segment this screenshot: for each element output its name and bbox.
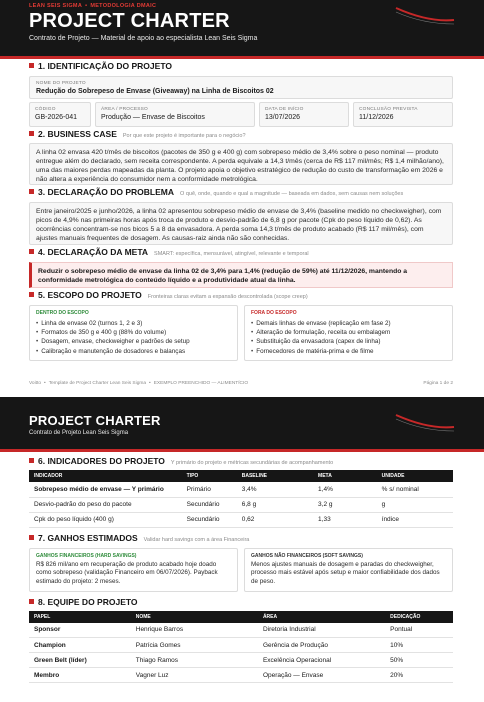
- table-cell: 10%: [385, 638, 453, 653]
- table-cell: 0,62: [237, 512, 313, 527]
- table-row: [29, 638, 453, 653]
- footer-example: EXEMPLO PREENCHIDO — ALIMENTÍCIO: [153, 381, 249, 386]
- field-label: DATA DE INÍCIO: [265, 107, 304, 112]
- page-title: PROJECT CHARTER: [29, 10, 230, 32]
- column-header: UNIDADE: [377, 470, 453, 482]
- section-title: 8. EQUIPE DO PROJETO: [38, 596, 138, 607]
- section-bullet-icon: [29, 535, 34, 540]
- footer-template: Template de Project Charter Lean Seis Sigma: [48, 381, 147, 386]
- section-title: 3. DECLARAÇÃO DO PROBLEMA: [38, 187, 175, 197]
- business-case-card: [29, 143, 453, 185]
- section-bullet-icon: [29, 63, 34, 68]
- page1-header: [0, 0, 484, 56]
- in-scope-card: [29, 305, 238, 361]
- team-table: [29, 611, 453, 684]
- table-cell: Secundário: [182, 497, 237, 512]
- soft-savings-title: GANHOS NÃO FINANCEIROS (SOFT SAVINGS): [251, 552, 363, 559]
- table-cell: Henrique Barros: [131, 623, 258, 638]
- section-heading: [0, 187, 484, 197]
- table-cell: Membro: [29, 668, 131, 683]
- section-heading: [0, 597, 484, 607]
- out-of-scope-card: [244, 305, 453, 361]
- list-item: • Substituição da envasadora (capex de linha): [251, 337, 446, 346]
- table-row: [29, 482, 453, 497]
- table-row: [29, 653, 453, 668]
- header-accent-line: [0, 449, 484, 452]
- gains-row: [29, 548, 453, 592]
- field-label: NOME DO PROJETO: [36, 81, 86, 86]
- table-cell: Operação — Envase: [258, 668, 385, 683]
- table-cell: 3,2 g: [313, 497, 377, 512]
- list-item: • Alteração de formulação, receita ou embalagem: [251, 328, 446, 337]
- goal-statement-card: [29, 262, 453, 288]
- section-heading: [0, 456, 484, 466]
- kicker-dot: •: [85, 3, 88, 9]
- table-cell: g: [377, 497, 453, 512]
- table-cell: Pontual: [385, 623, 453, 638]
- project-name-value: Redução do Sobrepeso de Envase (Giveaway) na Linha de Biscoitos 02: [36, 88, 274, 95]
- table-cell: 50%: [385, 653, 453, 668]
- decorative-swoosh-icon: [394, 411, 456, 433]
- column-header: NOME: [131, 611, 258, 623]
- list-item: • Dosagem, envase, checkweigher e padrões de setup: [36, 337, 231, 346]
- table-cell: 20%: [385, 668, 453, 683]
- section-hint: SMART: específica, mensurável, atingível, relevante e temporal: [154, 251, 309, 257]
- table-cell: Cpk do peso líquido (400 g): [29, 512, 182, 527]
- field-value: Produção — Envase de Biscoitos: [101, 114, 205, 121]
- page-number: Página 1 de 2: [423, 381, 453, 386]
- page-title: PROJECT CHARTER: [29, 413, 161, 428]
- end-date-card: [353, 102, 453, 127]
- table-cell: Excelência Operacional: [258, 653, 385, 668]
- area-card: [95, 102, 255, 127]
- goal-statement-text: Reduzir o sobrepeso médio de envase da linha 02 de 3,4% para 1,4% (redução de 59%) até 11/12/2026, mantendo a conformidade metrológica do conteúdo líquido e a produtividade atual da linha.: [38, 268, 408, 285]
- page-subtitle: Contrato de Projeto Lean Seis Sigma: [29, 430, 129, 436]
- table-cell: Vagner Luz: [131, 668, 258, 683]
- table-cell: Thiago Ramos: [131, 653, 258, 668]
- business-case-text: A linha 02 envasa 420 t/mês de biscoitos (pacotes de 350 g e 400 g) com sobrepeso médio de 3,4% sobre o peso nominal — produto entregue além do declarado, sem receita correspondente. A perda equivale a 14,3 t/mês (cerca de R$ 117 mil/mês; R$ 1,4 milhão/ano), uma das maiores perdas mapeadas da planta. O projeto apoia o objetivo estratégico de redução do custo de transformação em 2026 e não altera a experiência do consumidor nem a conformidade metrológica.: [36, 149, 444, 184]
- table-cell: Primário: [182, 482, 237, 497]
- in-scope-title: DENTRO DO ESCOPO: [36, 310, 89, 316]
- section-title: 6. INDICADORES DO PROJETO: [38, 456, 165, 466]
- table-cell: Secundário: [182, 512, 237, 527]
- table-cell: 1,4%: [313, 482, 377, 497]
- table-cell: 6,8 g: [237, 497, 313, 512]
- project-name-card: [29, 76, 453, 99]
- section-bullet-icon: [29, 292, 34, 297]
- problem-statement-card: [29, 202, 453, 245]
- project-info-row: [29, 102, 453, 127]
- section-title: 2. BUSINESS CASE: [38, 129, 117, 139]
- section-title: 7. GANHOS ESTIMADOS: [38, 532, 138, 543]
- code-card: [29, 102, 91, 127]
- column-header: BASELINE: [237, 470, 313, 482]
- section-heading: [0, 129, 484, 139]
- column-header: META: [313, 470, 377, 482]
- table-row: [29, 497, 453, 512]
- table-cell: 1,33: [313, 512, 377, 527]
- table-cell: Desvio-padrão do peso do pacote: [29, 497, 182, 512]
- table-row: [29, 668, 453, 683]
- column-header: ÁREA: [258, 611, 385, 623]
- section-hint: Por que este projeto é importante para o negócio?: [122, 133, 246, 139]
- field-value: GB-2026-041: [35, 114, 78, 121]
- footer-brand: Voitto: [29, 381, 42, 386]
- page-footer: Voitto • Template de Project Charter Lean Seis Sigma • EXEMPLO PREENCHIDO — ALIMENTÍCIO Página 1 de 2: [29, 381, 453, 386]
- start-date-card: [259, 102, 349, 127]
- section-bullet-icon: [29, 189, 34, 194]
- table-row: [29, 512, 453, 527]
- list-item: • Formatos de 350 g e 400 g (88% do volume): [36, 328, 231, 337]
- section-hint: Validar hard savings com a área Financeira: [143, 536, 250, 543]
- table-cell: Diretoria Industrial: [258, 623, 385, 638]
- page-gap: [0, 386, 484, 397]
- list-item: • Linha de envase 02 (turnos 1, 2 e 3): [36, 319, 231, 328]
- soft-savings-card: [244, 548, 453, 592]
- hard-savings-title: GANHOS FINANCEIROS (HARD SAVINGS): [36, 552, 137, 559]
- field-label: CÓDIGO: [35, 107, 56, 112]
- list-item: • Fornecedores de matéria-prima e de filme: [251, 347, 446, 356]
- table-cell: Gerência de Produção: [258, 638, 385, 653]
- section-title: 5. ESCOPO DO PROJETO: [38, 290, 142, 300]
- table-cell: Champion: [29, 638, 131, 653]
- table-cell: Sobrepeso médio de envase — Y primário: [29, 482, 182, 497]
- section-bullet-icon: [29, 599, 34, 604]
- field-label: ÁREA / PROCESSO: [101, 107, 148, 112]
- table-cell: Green Belt (líder): [29, 653, 131, 668]
- scope-row: [29, 305, 453, 361]
- problem-statement-text: Entre janeiro/2025 e junho/2026, a linha 02 apresentou sobrepeso médio de envase de 3,4% (baseline medido no checkweigher), com picos de 4,9% nas primeiras horas após troca de produto e desvio-padrão de 6,8 g por pacote (Cpk do peso líquido de 0,62). As ocorrências concentram-se nos bicos 5 a 8 da envasadora. A perda soma 14,3 t/mês de produto acabado (R$ 117 mil/mês), com ajustes manuais frequentes de dosagem. As causas-raiz ainda não são conhecidas.: [36, 208, 442, 243]
- table-header-row: [29, 611, 453, 623]
- kicker-item: METODOLOGIA DMAIC: [90, 3, 157, 9]
- section-title: 1. IDENTIFICAÇÃO DO PROJETO: [38, 61, 172, 71]
- section-heading: [0, 533, 484, 543]
- column-header: PAPEL: [29, 611, 131, 623]
- column-header: INDICADOR: [29, 470, 182, 482]
- hard-savings-card: [29, 548, 238, 592]
- section-hint: Fronteiras claras evitam a expansão descontrolada (scope creep): [147, 294, 308, 300]
- list-item: • Demais linhas de envase (replicação em fase 2): [251, 319, 446, 328]
- section-heading: [0, 61, 484, 71]
- section-title: 4. DECLARAÇÃO DA META: [38, 247, 149, 257]
- kicker-item: LEAN SEIS SIGMA: [29, 3, 83, 9]
- table-cell: Patrícia Gomes: [131, 638, 258, 653]
- field-label: CONCLUSÃO PREVISTA: [359, 107, 418, 112]
- page-subtitle: Contrato de Projeto — Material de apoio ao especialista Lean Seis Sigma: [29, 35, 258, 42]
- indicators-table: [29, 470, 453, 528]
- section-heading: [0, 247, 484, 257]
- table-row: [29, 623, 453, 638]
- table-cell: Sponsor: [29, 623, 131, 638]
- column-header: TIPO: [182, 470, 237, 482]
- decorative-swoosh-icon: [394, 4, 456, 26]
- section-bullet-icon: [29, 249, 34, 254]
- section-hint: O quê, onde, quando e qual a magnitude — baseada em dados, sem causas nem soluções: [180, 191, 404, 197]
- table-header-row: [29, 470, 453, 482]
- section-heading: [0, 290, 484, 300]
- section-bullet-icon: [29, 458, 34, 463]
- table-cell: índice: [377, 512, 453, 527]
- column-header: DEDICAÇÃO: [385, 611, 453, 623]
- out-of-scope-title: FORA DO ESCOPO: [251, 310, 297, 316]
- section-bullet-icon: [29, 131, 34, 136]
- hard-savings-text: R$ 826 mil/ano em recuperação de produto acabado hoje doado como sobrepeso (validação Financeiro em 06/07/2026). Payback estimado do projeto: 2 meses.: [36, 560, 218, 585]
- header-accent-line: [0, 56, 484, 59]
- soft-savings-text: Menos ajustes manuais de dosagem e paradas do checkweigher, processo mais estável após setup e maior confiabilidade dos dados de peso.: [251, 560, 440, 585]
- table-cell: % s/ nominal: [377, 482, 453, 497]
- field-value: 13/07/2026: [265, 114, 301, 121]
- section-hint: Y primário do projeto e métricas secundárias de acompanhamento: [170, 460, 334, 466]
- field-value: 11/12/2026: [359, 114, 394, 121]
- page2-header: [0, 397, 484, 449]
- list-item: • Calibração e manutenção de dosadores e balanças: [36, 347, 231, 356]
- table-cell: 3,4%: [237, 482, 313, 497]
